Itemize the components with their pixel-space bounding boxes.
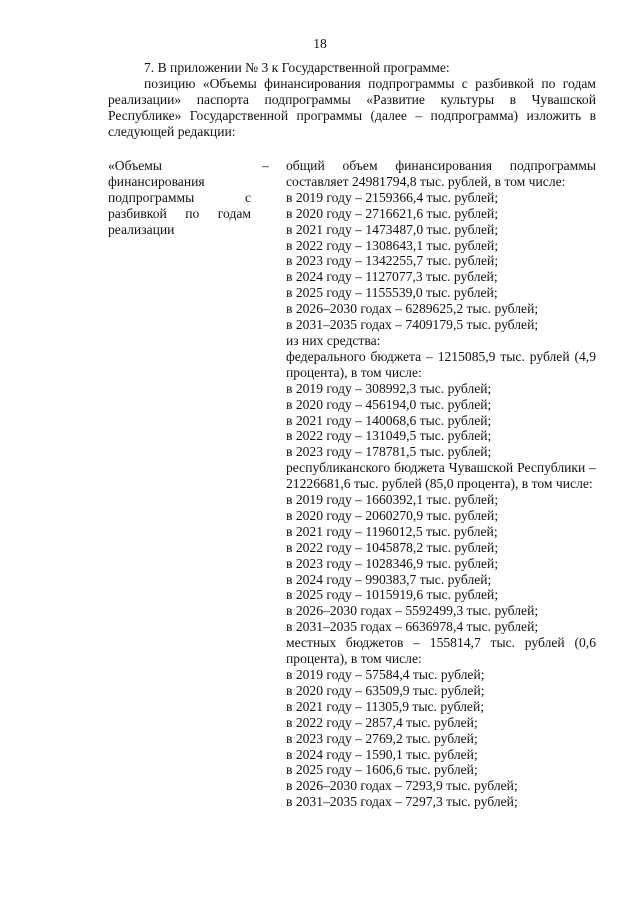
label-dash: – bbox=[262, 158, 269, 173]
value-line: в 2020 году – 2716621,6 тыс. рублей; bbox=[286, 205, 499, 221]
value-line: в 2022 году – 2857,4 тыс. рублей; bbox=[286, 714, 478, 730]
value-line: из них средства: bbox=[286, 332, 381, 348]
value-line: в 2019 году – 1660392,1 тыс. рублей; bbox=[286, 492, 499, 508]
financing-label: «Объемы финансирования подпрограммы с разбивкой по годам реализации bbox=[108, 158, 251, 237]
value-line: в 2025 году – 1015919,6 тыс. рублей; bbox=[286, 587, 499, 603]
value-line: в 2023 году – 178781,5 тыс. рублей; bbox=[286, 444, 492, 460]
value-line: в 2023 году – 1342255,7 тыс. рублей; bbox=[286, 253, 499, 269]
value-line: в 2019 году – 2159366,4 тыс. рублей; bbox=[286, 189, 499, 205]
value-line: в 2026–2030 годах – 6289625,2 тыс. рублей; bbox=[286, 301, 539, 317]
value-line: в 2019 году – 308992,3 тыс. рублей; bbox=[286, 380, 492, 396]
value-line: в 2025 году – 1606,6 тыс. рублей; bbox=[286, 762, 478, 778]
financing-values bbox=[286, 158, 596, 810]
value-line: в 2019 году – 57584,4 тыс. рублей; bbox=[286, 667, 485, 682]
intro-paragraph: позицию «Объемы финансирования подпрограммы с разбивкой по годам реализации» паспорта подпрограммы «Развитие культуры в Чувашской Республике» Государственной программы (далее – подпрограмма) изложить в следующей редакции: bbox=[108, 75, 596, 139]
value-line: в 2024 году – 1127077,3 тыс. рублей; bbox=[286, 269, 498, 285]
value-line: местных бюджетов – 155814,7 тыс. рублей (0,6 процента), в том числе: bbox=[286, 635, 596, 667]
value-line: в 2031–2035 годах – 6636978,4 тыс. рублей; bbox=[286, 619, 539, 635]
value-line: в 2026–2030 годах – 5592499,3 тыс. рублей; bbox=[286, 603, 539, 619]
value-line: республиканского бюджета Чувашской Республики – 21226681,6 тыс. рублей (85,0 процента), в том числе: bbox=[286, 460, 596, 492]
value-line: в 2020 году – 2060270,9 тыс. рублей; bbox=[286, 507, 499, 523]
intro-line-1: 7. В приложении № 3 к Государственной программе: bbox=[144, 60, 450, 75]
value-line: в 2023 году – 2769,2 тыс. рублей; bbox=[286, 730, 478, 746]
value-line: в 2021 году – 1473487,0 тыс. рублей; bbox=[286, 221, 499, 237]
value-line: в 2024 году – 1590,1 тыс. рублей; bbox=[286, 746, 478, 762]
value-line: в 2020 году – 63509,9 тыс. рублей; bbox=[286, 682, 485, 698]
intro-block bbox=[108, 60, 596, 140]
value-line: в 2021 году – 11305,9 тыс. рублей; bbox=[286, 698, 485, 714]
value-line: в 2022 году – 1045878,2 тыс. рублей; bbox=[286, 539, 499, 555]
value-line: в 2024 году – 990383,7 тыс. рублей; bbox=[286, 571, 492, 587]
value-line: в 2026–2030 годах – 7293,9 тыс. рублей; bbox=[286, 778, 518, 794]
value-line: в 2031–2035 годах – 7409179,5 тыс. рублей; bbox=[286, 317, 539, 333]
value-line: общий объем финансирования подпрограммы составляет 24981794,8 тыс. рублей, в том числе: bbox=[286, 158, 596, 189]
value-line: в 2021 году – 140068,6 тыс. рублей; bbox=[286, 412, 492, 428]
value-line: в 2022 году – 131049,5 тыс. рублей; bbox=[286, 428, 492, 444]
value-line: в 2020 году – 456194,0 тыс. рублей; bbox=[286, 396, 492, 412]
value-line: в 2021 году – 1196012,5 тыс. рублей; bbox=[286, 523, 498, 539]
value-line: в 2025 году – 1155539,0 тыс. рублей; bbox=[286, 285, 498, 301]
value-line: в 2023 году – 1028346,9 тыс. рублей; bbox=[286, 555, 499, 571]
value-line: в 2022 году – 1308643,1 тыс. рублей; bbox=[286, 237, 499, 253]
value-line: федерального бюджета – 1215085,9 тыс. рублей (4,9 процента), в том числе: bbox=[286, 348, 596, 380]
page-number: 18 bbox=[313, 36, 327, 51]
value-line: в 2031–2035 годах – 7297,3 тыс. рублей; bbox=[286, 794, 518, 810]
